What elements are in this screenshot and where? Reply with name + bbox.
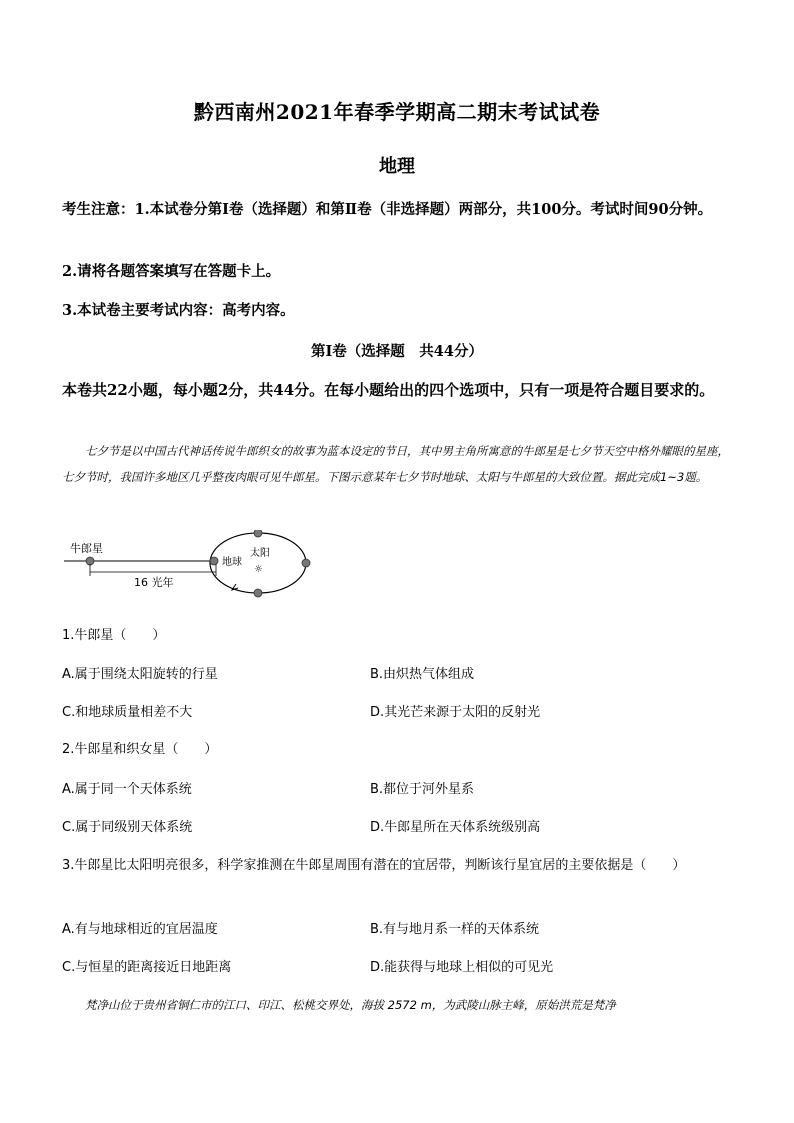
earth-position-bottom — [254, 589, 262, 597]
exam-note-3: 3.本试卷主要考试内容：高考内容。 — [62, 302, 295, 319]
question-1: 1.牛郎星（ ） — [62, 628, 166, 643]
orbit-diagram — [62, 530, 352, 606]
subject-title: 地理 — [379, 156, 415, 177]
q1-option-b: B.由炽热气体组成 — [370, 667, 475, 682]
sun-label: 太阳 — [250, 548, 270, 559]
altair-label: 牛郎星 — [70, 542, 103, 555]
section-heading: 第Ⅰ卷（选择题 共44分） — [311, 343, 483, 360]
exam-note-2: 2.请将各题答案填写在答题卡上。 — [62, 263, 281, 280]
earth-position-right — [302, 559, 310, 567]
section-instructions: 本卷共22小题，每小题2分，共44分。在每小题给出的四个选项中，只有一项是符合题目要求的。 — [62, 381, 715, 399]
question-2: 2.牛郎星和织女星（ ） — [62, 742, 218, 757]
q2-option-a: A.属于同一个天体系统 — [62, 782, 192, 797]
q1-option-a: A.属于围绕太阳旋转的行星 — [62, 667, 218, 682]
q2-option-d: D.牛郎星所在天体系统级别高 — [370, 820, 541, 835]
q3-option-c: C.与恒星的距离接近日地距离 — [62, 960, 232, 975]
q3-option-b: B.有与地月系一样的天体系统 — [370, 922, 540, 937]
orbit-arrow — [232, 584, 238, 590]
page-title: 黔西南州2021年春季学期高二期末考试试卷 — [193, 100, 601, 124]
sun-icon: ☼ — [254, 564, 263, 575]
passage-fanjingshan: 梵净山位于贵州省铜仁市的江口、印江、松桃交界处，海拔 2572 m，为武陵山脉主峰，原始洪荒是梵净 — [85, 998, 616, 1012]
q2-option-c: C.属于同级别天体系统 — [62, 820, 193, 835]
altair-dot — [86, 557, 94, 565]
earth-label: 地球 — [222, 557, 242, 568]
exam-note-1: 考生注意：1.本试卷分第Ⅰ卷（选择题）和第Ⅱ卷（非选择题）两部分，共100分。考试时间90分钟。 — [62, 201, 713, 218]
distance-label: 16 光年 — [134, 576, 174, 589]
q1-option-c: C.和地球质量相差不大 — [62, 705, 193, 720]
q2-option-b: B.都位于河外星系 — [370, 782, 475, 797]
passage-qixi: 七夕节是以中国古代神话传说牛郎织女的故事为蓝本设定的节日，其中男主角所寓意的牛郎星是七夕节天空中格外耀眼的星座，七夕节时，我国许多地区几乎整夜肉眼可见牛郎星。下图示意某年七夕节时地球、太阳与牛郎星的大致位置。据此完成1~3题。 — [62, 444, 729, 484]
q1-option-d: D.其光芒来源于太阳的反射光 — [370, 705, 541, 720]
q3-option-a: A.有与地球相近的宜居温度 — [62, 922, 218, 937]
question-3: 3.牛郎星比太阳明亮很多，科学家推测在牛郎星周围有潜在的宜居带，判断该行星宜居的主要依据是（ ） — [62, 858, 686, 873]
q3-option-d: D.能获得与地球上相似的可见光 — [370, 960, 554, 975]
earth-position-top — [254, 530, 262, 537]
earth-position-left — [210, 557, 218, 565]
